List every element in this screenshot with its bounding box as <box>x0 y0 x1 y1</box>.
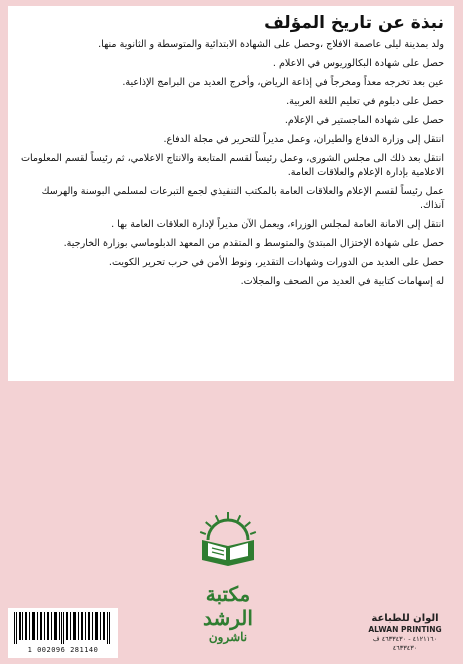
bio-paragraph: حصل على العديد من الدورات وشهادات التقدير، ونوط الأمن في حرب تحرير الكويت. <box>108 257 444 268</box>
printer-credit <box>361 612 449 653</box>
bio-paragraph: حصل على شهادة البكالوريوس في الاعلام . <box>272 58 444 69</box>
bio-paragraph: حصل على دبلوم في تعليم اللغة العربية. <box>286 96 444 107</box>
author-bio-panel <box>8 6 454 381</box>
publisher-logo-icon <box>196 510 260 570</box>
bio-paragraph: انتقل إلى وزارة الدفاع والطيران، وعمل مديراً للتحرير في مجلة الدفاع. <box>163 134 444 145</box>
publisher-wordmark <box>178 582 278 644</box>
publisher-subtitle: ناشرون <box>208 630 248 644</box>
barcode-number: 1 002096 281140 <box>27 646 99 654</box>
bio-paragraph: حصل على شهادة الماجستير في الإعلام. <box>284 115 444 126</box>
author-bio <box>18 12 444 294</box>
section-title: نبذة عن تاريخ المؤلف <box>264 13 444 33</box>
bio-paragraph: ولد بمدينة ليلى عاصمة الافلاج ،وحصل على الشهادة الابتدائية والمتوسطة و الثانوية منها. <box>98 39 444 50</box>
bio-paragraph: عمل رئيساً لقسم الإعلام والعلاقات العامة بالمكتب التنفيذي لجمع التبرعات لمسلمي البوسنة والهرسك آنذاك. <box>41 186 444 211</box>
bio-paragraph: عين بعد تخرجه معداً ومخرجاً في إذاعة الرياض، وأخرج العديد من البرامج الإذاعية. <box>122 77 444 88</box>
bio-paragraph: حصل على شهادة الإختزال المبتدئ والمتوسط و المتقدم من المعهد الدبلوماسي بوزارة الخارجية. <box>63 238 444 249</box>
bio-paragraph: له إسهامات كتابية في العديد من الصحف والمجلات. <box>240 276 444 287</box>
printer-name-arabic: الوان للطباعة <box>371 613 439 624</box>
barcode-bars-icon <box>12 612 114 644</box>
barcode <box>8 608 118 658</box>
printer-phone: ٤١٢١١٦٠ - ٤٦٣٣٤٣٠ ف ٤٦٣٣٤٣٠ <box>372 635 438 652</box>
printer-name-english: ALWAN PRINTING <box>368 625 442 634</box>
bio-paragraph: انتقل بعد ذلك الى مجلس الشورى، وعمل رئيساً لقسم المتابعة والانتاج الاعلامي، ثم رئيساً لقسم المعلومات الاعلامية بإدارة الإعلام والعلاقات العامة. <box>20 153 444 178</box>
publisher-name: مكتبة الرشد <box>203 582 253 630</box>
bio-paragraph: انتقل إلى الامانة العامة لمجلس الوزراء، ويعمل الآن مديراً لإدارة العلاقات العامة بها . <box>111 219 444 230</box>
